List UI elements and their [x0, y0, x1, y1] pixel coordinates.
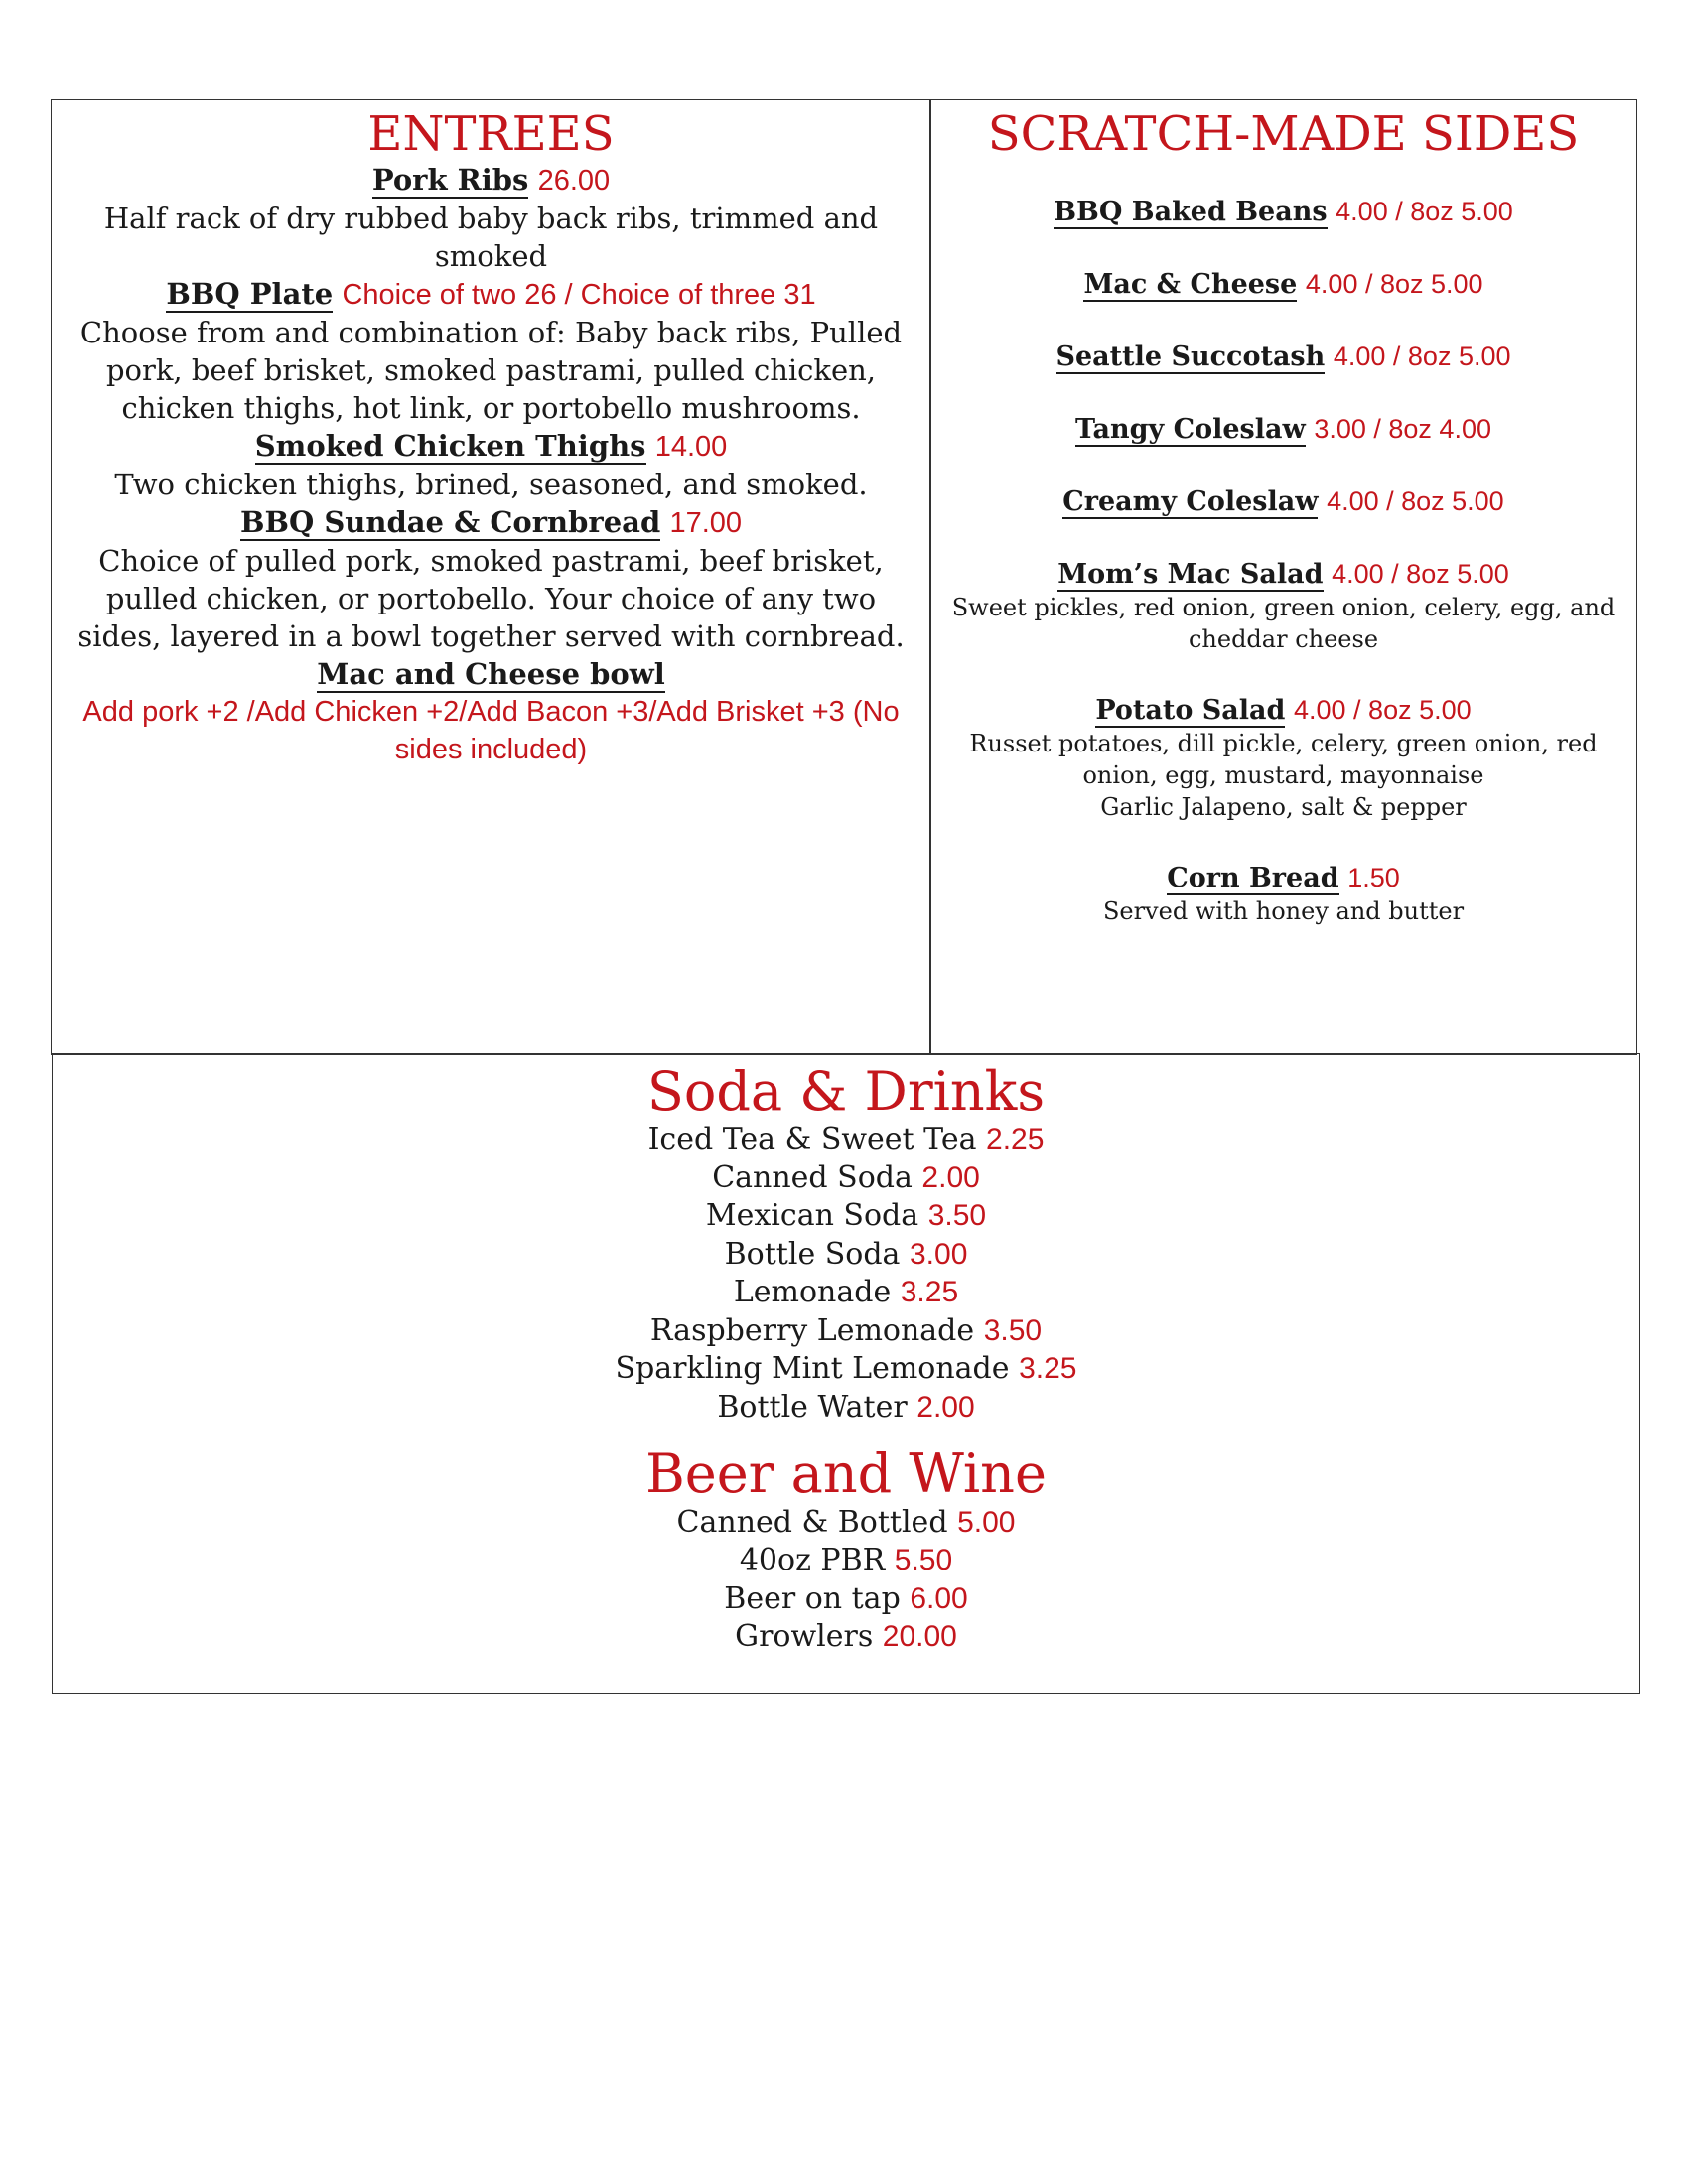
- side-item-creamy-coleslaw: [930, 484, 1636, 519]
- beer-name: Growlers: [735, 1619, 874, 1655]
- side-item-potato-salad: [930, 693, 1636, 823]
- drink-name: Iced Tea & Sweet Tea: [647, 1122, 977, 1158]
- side-item-tangy-coleslaw: [930, 412, 1636, 447]
- item-name: BBQ Sundae & Cornbread: [239, 504, 661, 539]
- item-price: 4.00 / 8oz 5.00: [1333, 341, 1511, 371]
- beer-item: [53, 1580, 1639, 1619]
- item-price: 3.00 / 8oz 4.00: [1314, 413, 1491, 444]
- menu-item-smoked-chicken-thighs: [52, 427, 930, 503]
- drink-item: [53, 1312, 1639, 1351]
- item-name: Tangy Coleslaw: [1075, 413, 1306, 445]
- item-description: Served with honey and butter: [1102, 896, 1465, 925]
- item-price: 1.50: [1347, 862, 1400, 892]
- item-name: Potato Salad: [1095, 694, 1286, 726]
- entrees-heading: ENTREES: [367, 106, 615, 162]
- side-item-seattle-succotash: [930, 340, 1636, 374]
- drink-name: Sparkling Mint Lemonade: [615, 1351, 1010, 1387]
- item-description: Choose from and combination of: Baby back ribs, Pulled pork, beef brisket, smoked pastrami, pulled chicken, chicken thighs, hot link, or portobello mushrooms.: [79, 315, 903, 425]
- beer-name: Beer on tap: [724, 1580, 901, 1616]
- drinks-section: [52, 1053, 1640, 1694]
- beer-price: 6.00: [910, 1581, 968, 1615]
- item-name: Mac and Cheese bowl: [317, 656, 665, 691]
- item-name: Seattle Succotash: [1055, 341, 1326, 372]
- beer-item: [53, 1618, 1639, 1657]
- item-price: 14.00: [654, 430, 728, 463]
- item-price: 26.00: [537, 164, 611, 197]
- drink-item: [53, 1121, 1639, 1160]
- drink-name: Bottle Soda: [724, 1236, 901, 1272]
- drink-item: [53, 1350, 1639, 1389]
- item-name: Mom’s Mac Salad: [1057, 558, 1324, 590]
- beer-price: 5.00: [957, 1505, 1016, 1539]
- sides-heading: SCRATCH-MADE SIDES: [987, 106, 1580, 162]
- item-price: 4.00 / 8oz 5.00: [1294, 694, 1472, 725]
- item-name: Mac & Cheese: [1083, 268, 1298, 300]
- drink-item: [53, 1160, 1639, 1198]
- drink-item: [53, 1197, 1639, 1236]
- side-item-mac-cheese: [930, 267, 1636, 302]
- drink-price: 2.25: [986, 1123, 1045, 1157]
- drink-price: 3.00: [909, 1237, 968, 1271]
- beer-name: Canned & Bottled: [676, 1504, 948, 1540]
- beer-price: 20.00: [882, 1620, 957, 1654]
- drink-item: [53, 1389, 1639, 1428]
- item-name: Corn Bread: [1167, 862, 1339, 893]
- drinks-list: [53, 1121, 1639, 1427]
- item-name: Pork Ribs: [371, 162, 529, 197]
- drink-name: Mexican Soda: [705, 1198, 919, 1234]
- item-name: BBQ Plate: [166, 276, 334, 311]
- item-price: 17.00: [669, 506, 743, 539]
- item-description: Choice of pulled pork, smoked pastrami, beef brisket, pulled chicken, or portobello. Your choice of any two sides, layered in a bowl together served with cornbread.: [77, 543, 905, 653]
- drink-name: Bottle Water: [717, 1389, 908, 1425]
- drink-name: Lemonade: [733, 1275, 892, 1310]
- drink-price: 3.25: [900, 1276, 959, 1309]
- beer-item: [53, 1542, 1639, 1580]
- entrees-section: [51, 99, 931, 1055]
- item-name: Smoked Chicken Thighs: [254, 428, 646, 463]
- item-price: 4.00 / 8oz 5.00: [1327, 485, 1504, 516]
- sides-section: [929, 99, 1637, 1055]
- drink-name: Canned Soda: [712, 1160, 913, 1195]
- beer-heading: Beer and Wine: [645, 1442, 1047, 1506]
- drink-price: 3.50: [983, 1313, 1043, 1347]
- item-price: 4.00 / 8oz 5.00: [1336, 196, 1513, 226]
- beer-price: 5.50: [894, 1544, 953, 1577]
- item-description: Sweet pickles, red onion, green onion, celery, egg, and cheddar cheese: [951, 593, 1616, 653]
- item-price: 4.00 / 8oz 5.00: [1305, 268, 1483, 299]
- item-description: Russet potatoes, dill pickle, celery, green onion, red onion, egg, mustard, mayonnaise: [969, 729, 1598, 789]
- item-description: Half rack of dry rubbed baby back ribs, trimmed and smoked: [103, 201, 879, 273]
- drink-price: 2.00: [921, 1160, 980, 1194]
- side-item-corn-bread: [930, 861, 1636, 927]
- item-price: 4.00 / 8oz 5.00: [1332, 558, 1509, 589]
- drink-price: 3.50: [927, 1199, 987, 1233]
- beer-item: [53, 1504, 1639, 1543]
- item-description-extra: Garlic Jalapeno, salt & pepper: [1100, 792, 1467, 821]
- menu-item-bbq-plate: [52, 275, 930, 427]
- beer-list: [53, 1504, 1639, 1657]
- item-description: Two chicken thighs, brined, seasoned, and smoked.: [114, 467, 868, 501]
- item-name: BBQ Baked Beans: [1054, 196, 1328, 227]
- menu-item-pork-ribs: [52, 161, 930, 275]
- drink-name: Raspberry Lemonade: [649, 1312, 975, 1348]
- drink-item: [53, 1236, 1639, 1275]
- item-addons: Add pork +2 /Add Chicken +2/Add Bacon +3/Add Brisket +3 (No sides included): [82, 695, 900, 765]
- side-item-moms-mac-salad: [930, 557, 1636, 655]
- menu-item-bbq-sundae: [52, 503, 930, 655]
- drink-price: 2.00: [916, 1390, 975, 1424]
- side-item-bbq-baked-beans: [930, 195, 1636, 229]
- item-name: Creamy Coleslaw: [1062, 485, 1319, 517]
- drinks-heading: Soda & Drinks: [646, 1060, 1046, 1123]
- beer-name: 40oz PBR: [739, 1543, 886, 1578]
- drink-price: 3.25: [1019, 1352, 1077, 1386]
- item-price: Choice of two 26 / Choice of three 31: [342, 278, 816, 311]
- menu-item-mac-cheese-bowl: [52, 655, 930, 768]
- drink-item: [53, 1274, 1639, 1312]
